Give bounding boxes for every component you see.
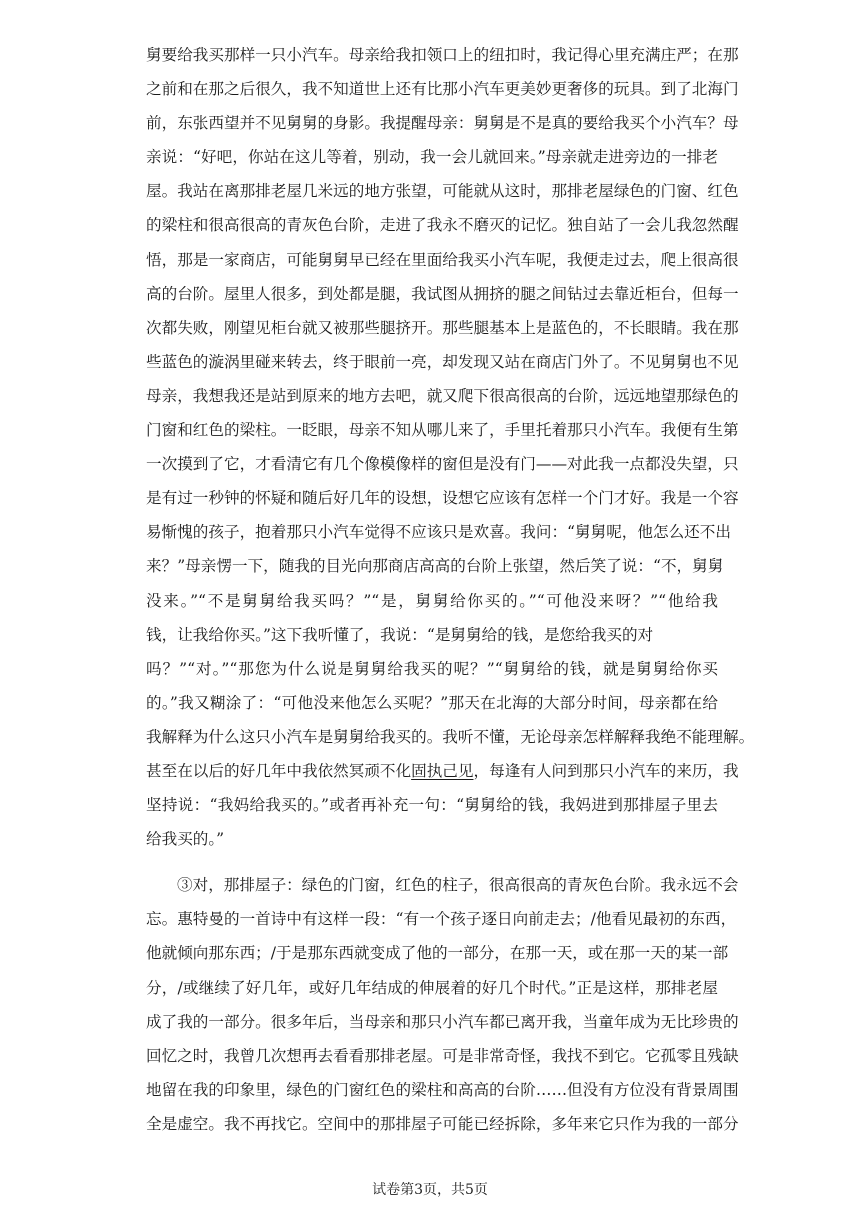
text-line: 我解释为什么这只小汽车是舅舅给我买的。我听不懂，无论母亲怎样解释我绝不能理解。: [146, 727, 755, 746]
text-line: 是有过一秒钟的怀疑和随后好几年的设想，设想它应该有怎样一个门才好。我是一个容: [146, 489, 739, 508]
text-line: 吗？”“对。”“那您为什么说是舅舅给我买的呢？”“舅舅给的钱，就是舅舅给你买: [146, 659, 718, 678]
text-line: 来？”母亲愣一下，随我的目光向那商店高高的台阶上张望，然后笑了说：“不，舅舅: [146, 557, 724, 576]
text-line: 全是虚空。我不再找它。空间中的那排屋子可能已经拆除，多年来它只作为我的一部分: [146, 1114, 739, 1133]
text-line: 高的台阶。屋里人很多，到处都是腿，我试图从拥挤的腿之间钻过去靠近柜台，但每一: [146, 284, 739, 303]
page-footer: 试卷第3页，共5页: [372, 1182, 488, 1198]
text-line: 亲说：“好吧，你站在这儿等着，别动，我一会儿就回来。”母亲就走进旁边的一排老: [146, 148, 718, 167]
paragraph-3: [146, 868, 739, 1141]
text-line: 给我买的。”: [146, 830, 225, 849]
text-line: 成了我的一部分。很多年后，当母亲和那只小汽车都已离开我，当童年成为无比珍贵的: [146, 1012, 739, 1031]
text-line: 没来。”“不是舅舅给我买吗？”“是，舅舅给你买的。”“可他没来呀？”“他给我: [146, 591, 718, 610]
text-line: 地留在我的印象里，绿色的门窗红色的梁柱和高高的台阶……但没有方位没有背景周围: [146, 1080, 739, 1099]
text-segment: ，每逢有人问到那只小汽车的来历，我: [473, 761, 739, 780]
text-line: 坚持说：“我妈给我买的。”或者再补充一句：“舅舅给的钱，我妈进到那排屋子里去: [146, 796, 718, 815]
text-line-with-underline: [146, 754, 739, 788]
text-line: 些蓝色的漩涡里碰来转去，终于眼前一亮，却发现又站在商店门外了。不见舅舅也不见: [146, 352, 739, 371]
reading-passage: [146, 38, 755, 1141]
text-line: 舅要给我买那样一只小汽车。母亲给我扣领口上的纽扣时，我记得心里充满庄严；在那: [146, 46, 739, 64]
text-line: 钱，让我给你买。”这下我听懂了，我说：“是舅舅给的钱，是您给我买的对: [146, 625, 654, 644]
text-line: 悟，那是一家商店，可能舅舅早已经在里面给我买小汽车呢，我便走过去，爬上很高很: [146, 250, 739, 269]
text-line: 分，/或继续了好几年，或好几年结成的伸展着的好几个时代。”正是这样，那排老屋: [146, 978, 718, 997]
text-line: 的梁柱和很高很高的青灰色台阶，走进了我永不磨灭的记忆。独自站了一会儿我忽然醒: [146, 216, 739, 235]
text-line: 次都失败，刚望见柜台就又被那些腿挤开。那些腿基本上是蓝色的，不长眼睛。我在那: [146, 318, 739, 337]
text-line: 回忆之时，我曾几次想再去看看那排老屋。可是非常奇怪，我找不到它。它孤零且残缺: [146, 1046, 739, 1065]
paragraph-spacer: [146, 856, 718, 868]
text-line: 一次摸到了它，才看清它有几个像模像样的窗但是没有门——对此我一点都没失望，只: [146, 455, 739, 474]
paragraph-2: [146, 38, 755, 856]
text-line-indented: ③对，那排屋子：绿色的门窗，红色的柱子，很高很高的青灰色台阶。我永远不会: [177, 876, 739, 895]
text-line: 易惭愧的孩子，抱着那只小汽车觉得不应该只是欢喜。我问：“舅舅呢，他怎么还不出: [146, 523, 731, 542]
text-line: 之前和在那之后很久，我不知道世上还有比那小汽车更美妙更奢侈的玩具。到了北海门: [146, 80, 739, 99]
text-line: 屋。我站在离那排老屋几米远的地方张望，可能就从这时，那排老屋绿色的门窗、红色: [146, 182, 739, 201]
text-line: 他就倾向那东西；/于是那东西就变成了他的一部分，在那一天，或在那一天的某一部: [146, 944, 729, 963]
text-line: 母亲，我想我还是站到原来的地方去吧，就又爬下很高很高的台阶，远远地望那绿色的: [146, 386, 739, 405]
text-segment: 甚至在以后的好几年中我依然冥顽不化: [146, 761, 412, 780]
underlined-phrase: 固执己见: [411, 761, 474, 780]
text-line: 门窗和红色的梁柱。一眨眼，母亲不知从哪儿来了，手里托着那只小汽车。我便有生第: [146, 421, 739, 440]
text-line: 的。”我又糊涂了：“可他没来他怎么买呢？”那天在北海的大部分时间，母亲都在给: [146, 693, 718, 712]
text-line: 前，东张西望并不见舅舅的身影。我提醒母亲：舅舅是不是真的要给我买个小汽车？母: [146, 114, 739, 133]
text-line: 忘。惠特曼的一首诗中有这样一段：“有一个孩子逐日向前走去；/他看见最初的东西，: [146, 910, 737, 929]
